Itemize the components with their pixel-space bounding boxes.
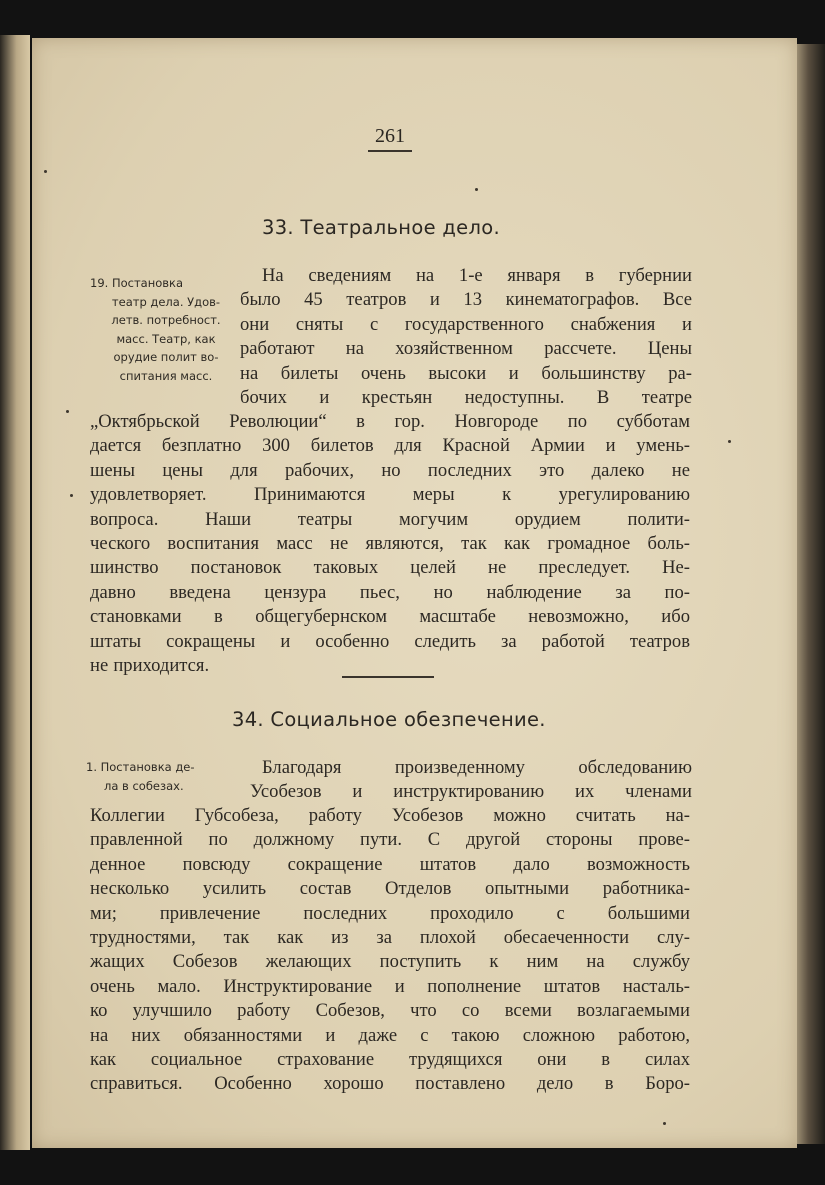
text-line: очень мало. Инструктирование и пополнение штатов насталь- bbox=[90, 975, 690, 997]
paragraph-33-full bbox=[90, 410, 690, 678]
margin-note-33 bbox=[80, 274, 252, 385]
text-line: шинство постановок таковых целей не преследует. Не- bbox=[90, 557, 690, 579]
text-line: На сведениям на 1-е января в губернии bbox=[262, 265, 692, 286]
margin-note-line: 1. Постановка де- bbox=[86, 760, 195, 774]
paper-speck bbox=[44, 170, 47, 173]
text-line: на билеты очень высоки и большинству ра- bbox=[240, 362, 692, 384]
margin-note-line: летв. потребност. bbox=[111, 313, 221, 327]
text-line: Коллегии Губсобеза, работу Усобезов можно считать на- bbox=[90, 805, 690, 826]
paragraph-34-indented bbox=[250, 756, 692, 805]
section-heading-33: 33. Театральное дело. bbox=[262, 216, 500, 239]
text-line: жащих Собезов желающих поступить к ним на службу bbox=[90, 951, 690, 973]
text-line: правленной по должному пути. С другой стороны прове- bbox=[90, 829, 690, 851]
text-line: несколько усилить состав Отделов опытными работника- bbox=[90, 878, 690, 900]
text-line: шены цены для рабочих, но последних это далеко не bbox=[90, 459, 690, 481]
margin-note-34 bbox=[86, 758, 246, 795]
margin-note-line: ла в собезах. bbox=[104, 778, 184, 793]
text-line: бочих и крестьян недоступны. В театре bbox=[240, 387, 692, 409]
margin-note-line: 19. Постановка bbox=[90, 276, 184, 290]
text-line: штаты сокращены и особенно следить за работой театров bbox=[90, 630, 690, 652]
margin-note-line: спитания масс. bbox=[119, 368, 213, 383]
text-line: Усобезов и инструктированию их членами bbox=[250, 781, 692, 803]
text-line: удовлетворяет. Принимаются меры к урегулированию bbox=[90, 484, 690, 506]
text-line: давно введена цензура пьес, но наблюдение за по- bbox=[90, 581, 690, 603]
text-line: денное повсюду сокращение штатов дало возможность bbox=[90, 853, 690, 875]
text-line: не приходится. bbox=[90, 655, 210, 677]
page-binding-shadow bbox=[797, 44, 825, 1144]
text-line: они сняты с государственного снабжения и bbox=[240, 313, 692, 335]
text-line: ческого воспитания масс не являются, так как громадное боль- bbox=[90, 533, 690, 555]
paper-speck bbox=[70, 494, 73, 497]
text-line: „Октябрьской Революции“ в гор. Новгороде по субботам bbox=[90, 411, 690, 432]
paper-speck bbox=[728, 440, 731, 443]
paragraph-33-indented bbox=[240, 264, 692, 410]
text-line: было 45 театров и 13 кинематографов. Все bbox=[240, 289, 692, 311]
text-line: как социальное страхование трудящихся они в силах bbox=[90, 1049, 690, 1071]
text-line: справиться. Особенно хорошо поставлено дело в Боро- bbox=[90, 1073, 690, 1095]
text-line: ко улучшило работу Собезов, что со всеми возлагаемыми bbox=[90, 1000, 690, 1022]
text-line: работают на хозяйственном рассчете. Цены bbox=[240, 338, 692, 360]
text-line: на них обязанностями и даже с такою сложною работою, bbox=[90, 1024, 690, 1046]
margin-note-line: орудие полит во- bbox=[113, 350, 219, 364]
section-divider bbox=[342, 676, 434, 678]
text-line: вопроса. Наши театры могучим орудием полити- bbox=[90, 508, 690, 530]
text-line: ми; привлечение последних проходило с большими bbox=[90, 902, 690, 924]
text-line: становками в общегубернском масштабе невозможно, ибо bbox=[90, 606, 690, 628]
page-number-underline bbox=[368, 150, 412, 152]
paper-speck bbox=[475, 188, 478, 191]
previous-page-edge bbox=[0, 35, 30, 1150]
paper-speck bbox=[663, 1122, 666, 1125]
page-number: 261 bbox=[375, 125, 405, 147]
paper-speck bbox=[66, 410, 69, 413]
text-line: Благодаря произведенному обследованию bbox=[262, 757, 692, 778]
margin-note-line: театр дела. Удов- bbox=[111, 294, 221, 309]
margin-note-line: масс. Театр, как bbox=[116, 331, 216, 346]
paragraph-34-full bbox=[90, 804, 690, 1097]
text-line: дается безплатно 300 билетов для Красной Армии и умень- bbox=[90, 435, 690, 457]
section-heading-34: 34. Социальное обезпечение. bbox=[232, 708, 546, 731]
text-line: трудностями, так как из за плохой обесаеченности слу- bbox=[90, 927, 690, 949]
